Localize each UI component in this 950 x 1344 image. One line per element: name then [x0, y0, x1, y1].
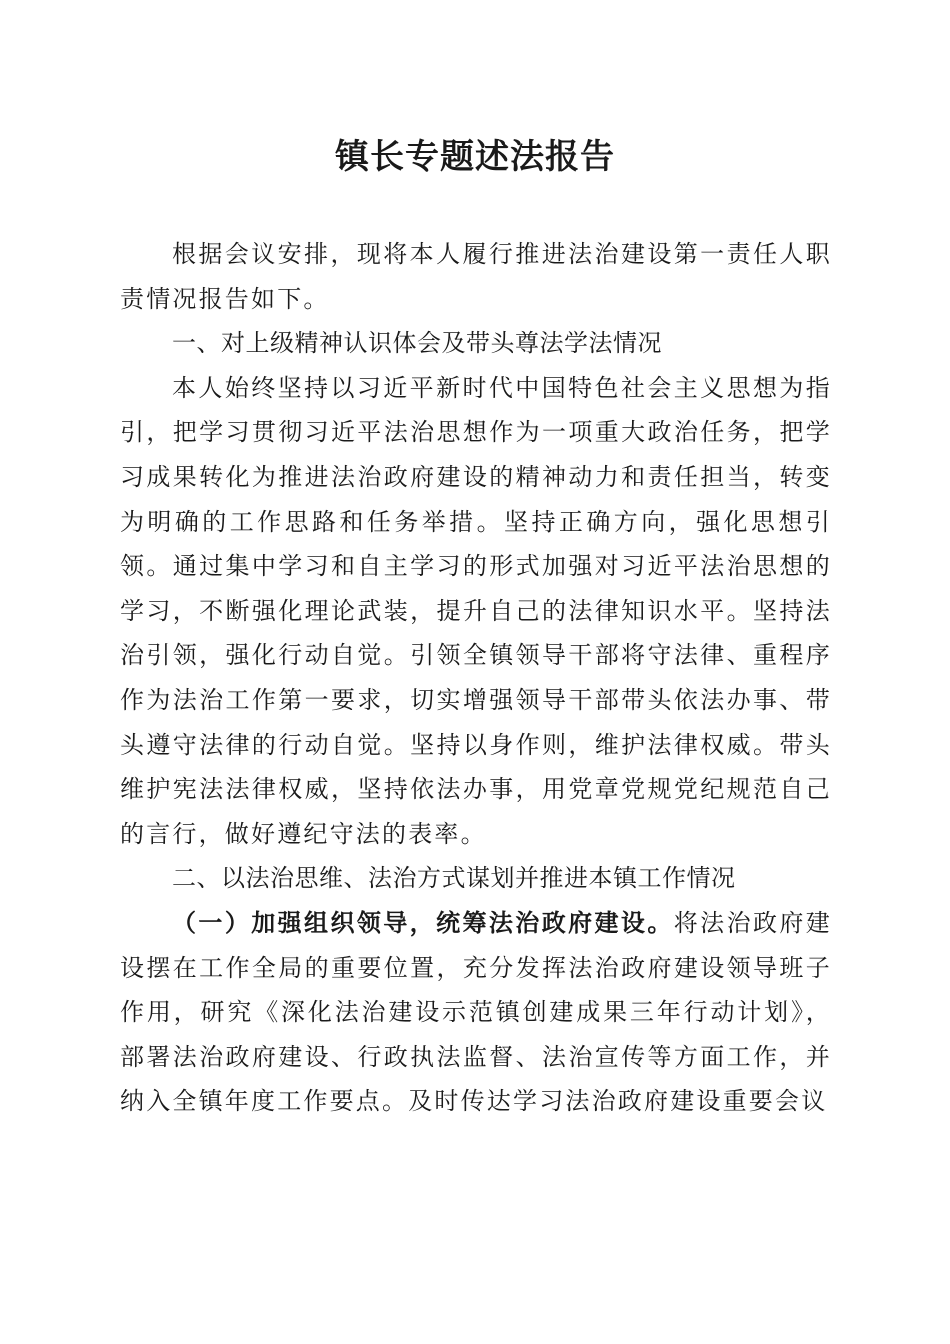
section-2-paragraph — [120, 901, 832, 1124]
section-2-sub-heading: （一）加强组织领导，统筹法治政府建设。 — [172, 907, 674, 937]
section-1-heading: 一、对上级精神认识体会及带头尊法学法情况 — [172, 329, 662, 358]
document-title: 镇长专题述法报告 — [335, 137, 615, 177]
intro-paragraph: 根据会议安排，现将本人履行推进法治建设第一责任人职责情况报告如下。 — [120, 240, 832, 313]
document-body — [120, 232, 832, 1124]
section-1-paragraph: 本人始终坚持以习近平新时代中国特色社会主义思想为指引，把学习贯彻习近平法治思想作为一项重大政治任务，把学习成果转化为推进法治政府建设的精神动力和责任担当，转变为明确的工作思路和任务举措。坚持正确方向，强化思想引领。通过集中学习和自主学习的形式加强对习近平法治思想的学习，不断强化理论武装，提升自己的法律知识水平。坚持法治引领，强化行动自觉。引领全镇领导干部将守法律、重程序作为法治工作第一要求，切实增强领导干部带头依法办事、带头遵守法律的行动自觉。坚持以身作则，维护法律权威。带头维护宪法法律权威，坚持依法办事，用党章党规党纪规范自己的言行，做好遵纪守法的表率。 — [120, 373, 832, 848]
section-2-paragraph-text: 将法治政府建设摆在工作全局的重要位置，充分发挥法治政府建设领导班子作用，研究《深化法治建设示范镇创建成果三年行动计划》，部署法治政府建设、行政执法监督、法治宣传等方面工作，并纳入全镇年度工作要点。及时传达学习法治政府建设重要会议 — [120, 908, 832, 1116]
section-2-heading: 二、以法治思维、法治方式谋划并推进本镇工作情况 — [172, 864, 736, 893]
